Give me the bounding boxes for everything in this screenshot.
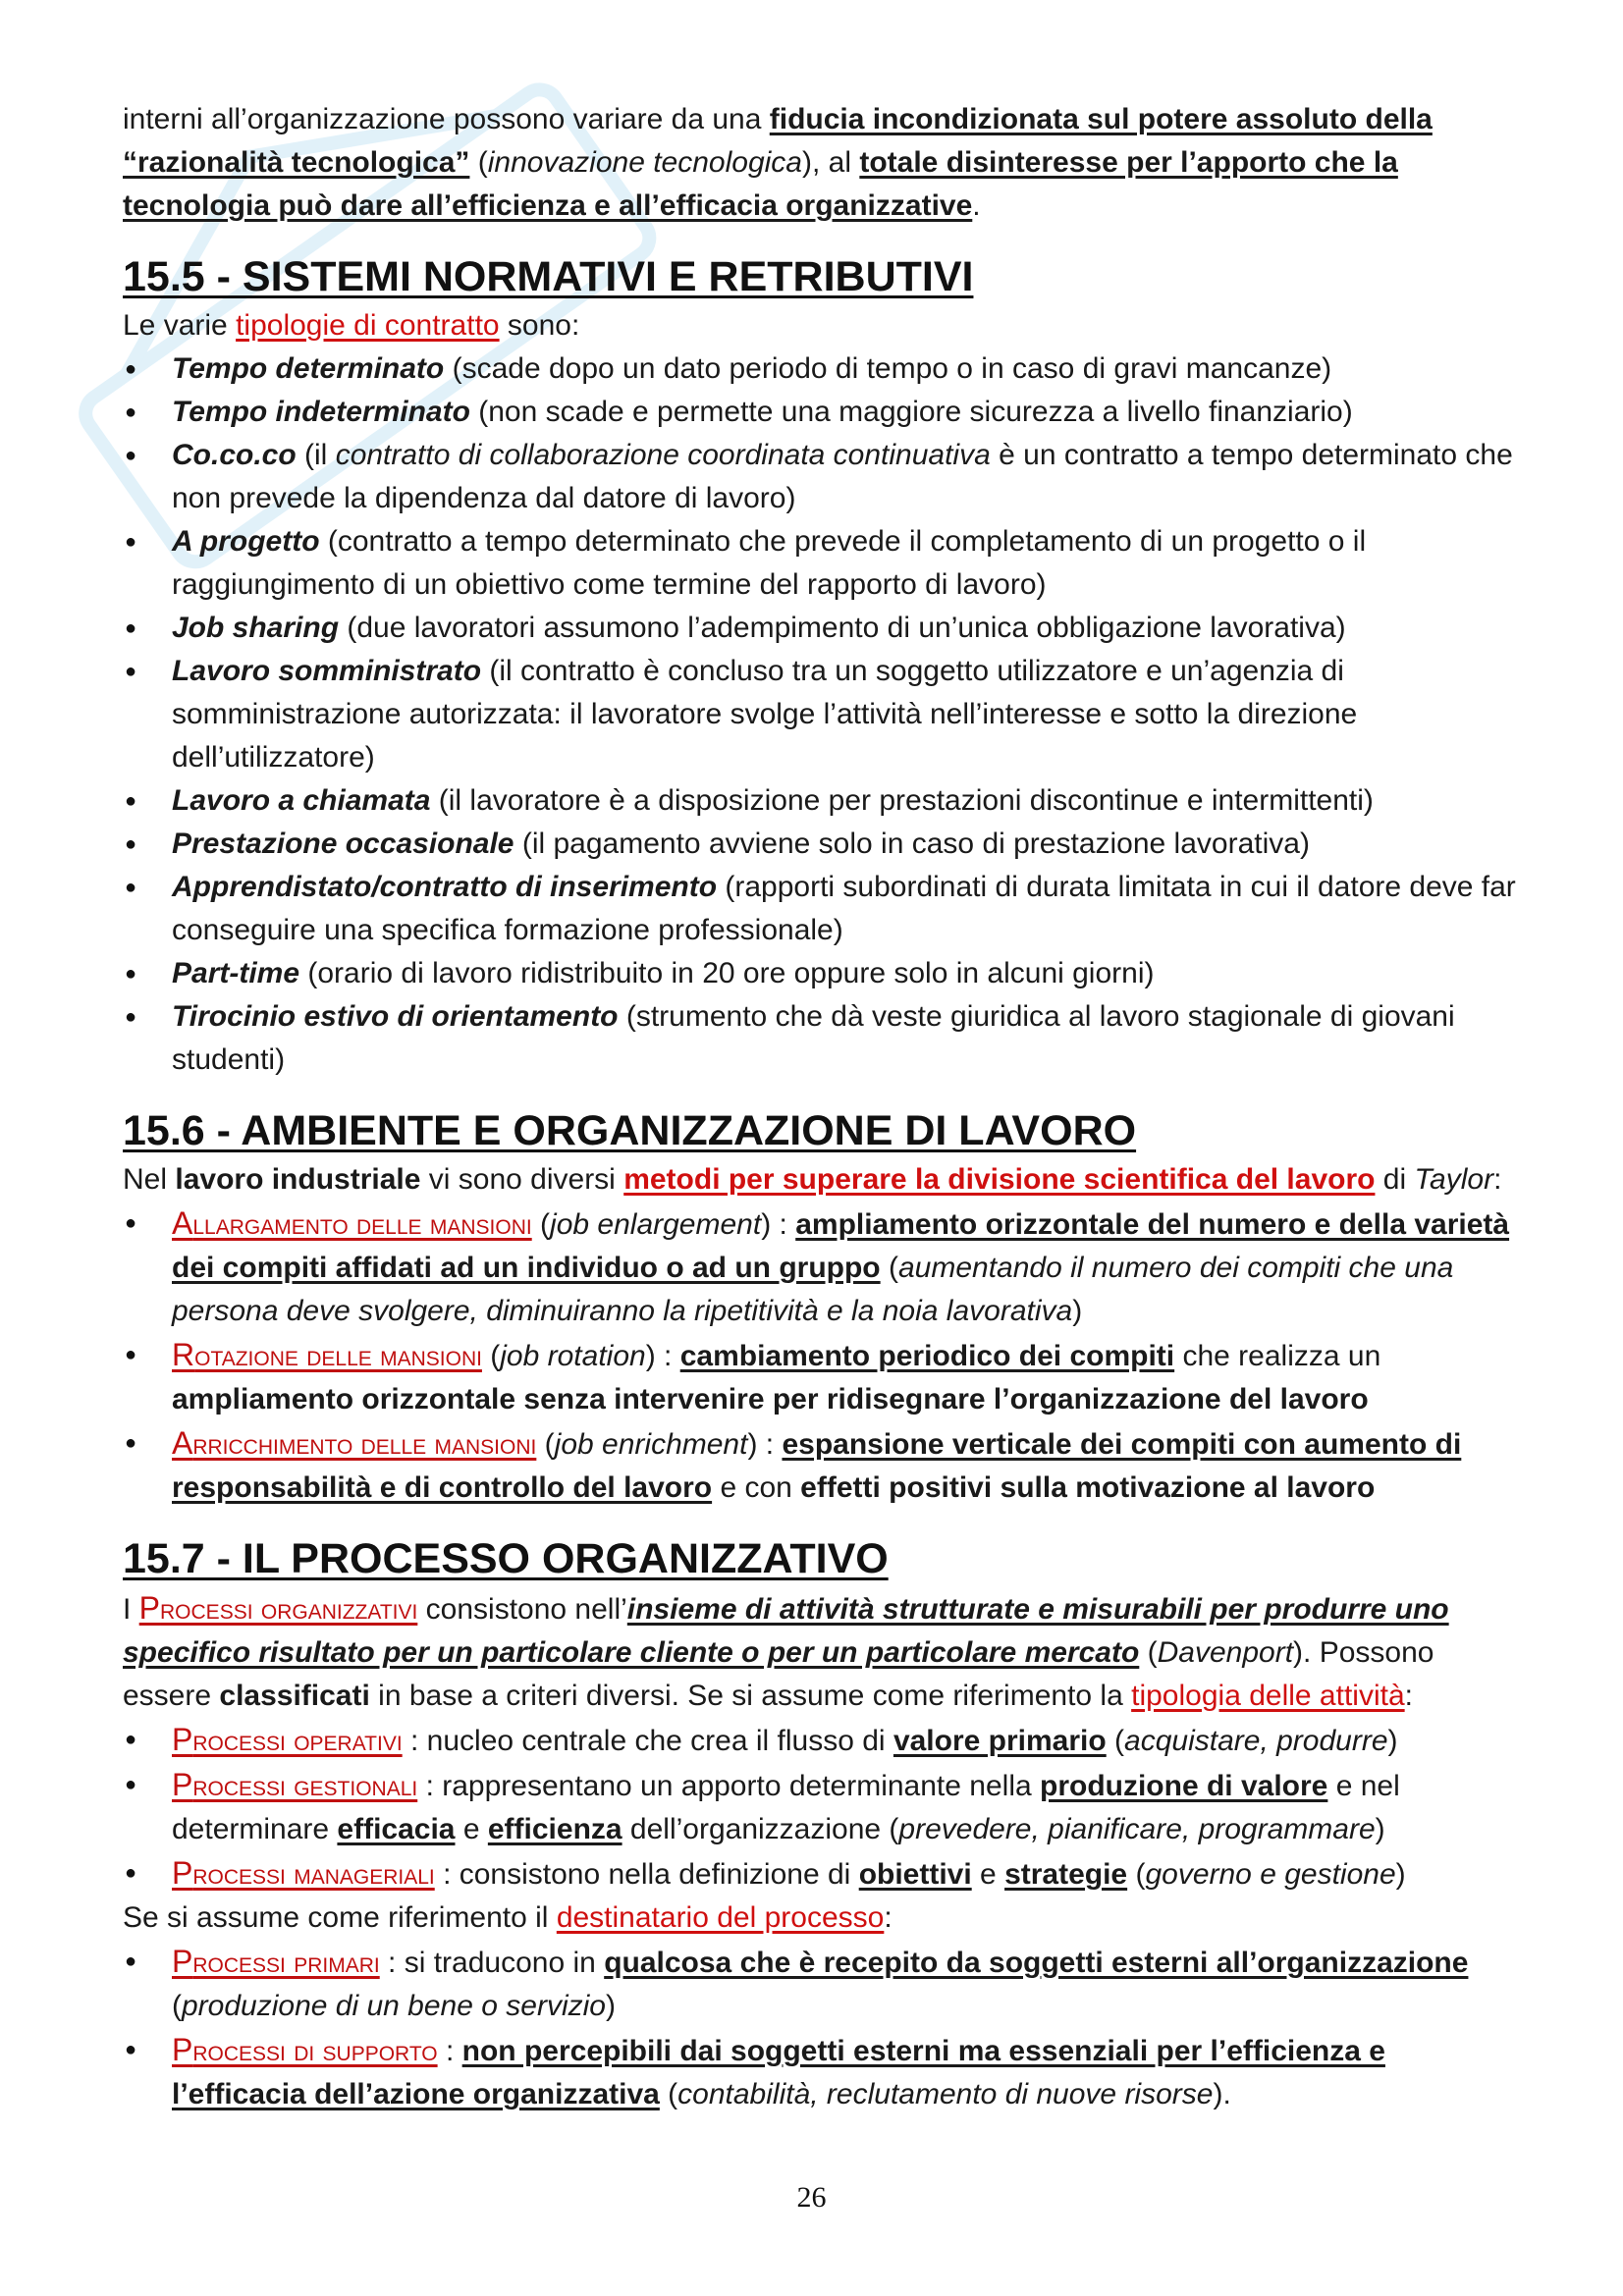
list-item: ● Processi di supporto : non percepibili dai soggetti esterni ma essenziali per l’efficienza e l’efficacia dell’azione organizzativa (contabilità, reclutamento di nuove risorse). <box>123 2028 1527 2116</box>
list-item: ● Rotazione delle mansioni (job rotation) : cambiamento periodico dei compiti che realizza un ampliamento orizzontale senza intervenire per ridisegnare l’organizzazione del lavoro <box>123 1333 1527 1421</box>
page-number: 26 <box>796 2181 827 2214</box>
list-item: ● Processi manageriali : consistono nella definizione di obiettivi e strategie (governo e gestione) <box>123 1851 1527 1896</box>
list-item: ● Allargamento delle mansioni (job enlargement) : ampliamento orizzontale del numero e della varietà dei compiti affidati ad un individuo o ad un gruppo (aumentando il numero dei compiti che una persona deve svolgere, diminuiranno la ripetitività e la noia lavorativa) <box>123 1201 1527 1333</box>
list-item: ● A progetto (contratto a tempo determinato che prevede il completamento di un progetto o il raggiungimento di un obiettivo come termine del rapporto di lavoro) <box>123 520 1527 607</box>
list-item: ● Part-time (orario di lavoro ridistribuito in 20 ore oppure solo in alcuni giorni) <box>123 952 1527 995</box>
list-item: ● Arricchimento delle mansioni (job enrichment) : espansione verticale dei compiti con aumento di responsabilità e di controllo del lavoro e con effetti positivi sulla motivazione al lavoro <box>123 1421 1527 1510</box>
section-15-5-title: 15.5 - SISTEMI NORMATIVI E RETRIBUTIVI <box>123 253 974 300</box>
section-15-6-title: 15.6 - AMBIENTE E ORGANIZZAZIONE DI LAVORO <box>123 1107 1137 1154</box>
list-item: ● Lavoro a chiamata (il lavoratore è a disposizione per prestazioni discontinue e intermittenti) <box>123 779 1527 823</box>
intro-paragraph: interni all’organizzazione possono variare da una fiducia incondizionata sul potere assoluto della “razionalità tecnologica” (innovazione tecnologica), al totale disinteresse per l’apporto che la tecnologia può dare all’efficienza e all’efficacia organizzative. <box>123 103 1433 222</box>
list-item: ● Lavoro somministrato (il contratto è concluso tra un soggetto utilizzatore e un’agenzia di somministrazione autorizzata: il lavoratore svolge l’attività nell’interesse e sotto la direzione dell’utilizzatore) <box>123 650 1527 779</box>
document-page <box>123 98 1527 2116</box>
list-item: ● Co.co.co (il contratto di collaborazione coordinata continuativa è un contratto a tempo determinato che non prevede la dipendenza dal datore di lavoro) <box>123 434 1527 520</box>
section-15-5-lead: Le varie tipologie di contratto sono: <box>123 309 580 342</box>
contract-types-list <box>123 347 1527 1082</box>
list-item: ● Processi primari : si traducono in qualcosa che è recepito da soggetti esterni all’organizzazione (produzione di un bene o servizio) <box>123 1940 1527 2028</box>
list-item: ● Tirocinio estivo di orientamento (strumento che dà veste giuridica al lavoro stagionale di giovani studenti) <box>123 995 1527 1082</box>
activity-types-list <box>123 1718 1527 1896</box>
list-item: ● Tempo determinato (scade dopo un dato periodo di tempo o in caso di gravi mancanze) <box>123 347 1527 391</box>
job-design-list <box>123 1201 1527 1510</box>
section-15-7-mid: Se si assume come riferimento il destinatario del processo: <box>123 1901 893 1934</box>
list-item: ● Apprendistato/contratto di inserimento (rapporti subordinati di durata limitata in cui il datore deve far conseguire una specifica formazione professionale) <box>123 866 1527 952</box>
list-item: ● Job sharing (due lavoratori assumono l’adempimento di un’unica obbligazione lavorativa) <box>123 607 1527 650</box>
recipient-types-list <box>123 1940 1527 2116</box>
list-item: ● Processi gestionali : rappresentano un apporto determinante nella produzione di valore e nel determinare efficacia e efficienza dell’organizzazione (prevedere, pianificare, programmare) <box>123 1763 1527 1851</box>
section-15-6-lead: Nel lavoro industriale vi sono diversi metodi per superare la divisione scientifica del lavoro di Taylor: <box>123 1163 1502 1196</box>
section-15-7-title: 15.7 - IL PROCESSO ORGANIZZATIVO <box>123 1535 889 1582</box>
section-15-7-paragraph: I Processi organizzativi consistono nell’insieme di attività strutturate e misurabili per produrre uno specifico risultato per un particolare cliente o per un particolare mercato (Davenport). Possono essere classificati in base a criteri diversi. Se si assume come riferimento la tipologia delle attività: <box>123 1590 1449 1712</box>
list-item: ● Tempo indeterminato (non scade e permette una maggiore sicurezza a livello finanziario) <box>123 391 1527 434</box>
list-item: ● Prestazione occasionale (il pagamento avviene solo in caso di prestazione lavorativa) <box>123 823 1527 866</box>
list-item: ● Processi operativi : nucleo centrale che crea il flusso di valore primario (acquistare, produrre) <box>123 1718 1527 1763</box>
